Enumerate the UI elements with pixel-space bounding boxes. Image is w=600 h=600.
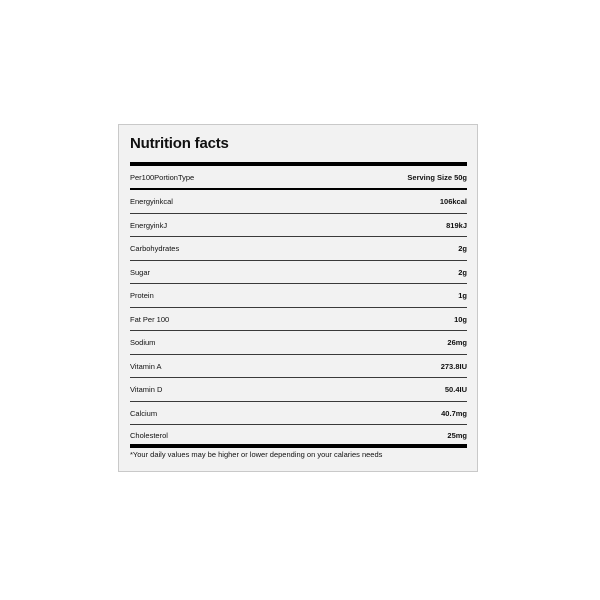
nutrient-label: Vitamin D	[130, 385, 163, 394]
nutrition-title: Nutrition facts	[130, 135, 229, 152]
nutrient-value: 2g	[458, 244, 467, 253]
nutrient-row-cholesterol	[130, 430, 467, 442]
nutrient-row-sodium	[130, 337, 467, 349]
nutrient-value: 26mg	[447, 338, 467, 347]
row-divider	[130, 283, 467, 284]
nutrient-value: 1g	[458, 291, 467, 300]
nutrient-label: Fat Per 100	[130, 315, 170, 324]
nutrient-value: 106kcal	[439, 197, 467, 206]
row-divider	[130, 377, 467, 378]
nutrient-row-carbohydrates	[130, 243, 467, 255]
nutrient-label: Energyinkcal	[130, 197, 173, 206]
nutrient-label: Sugar	[130, 268, 151, 277]
row-divider	[130, 354, 467, 355]
nutrient-value: 25mg	[447, 431, 467, 440]
nutrient-row-vitamin-d	[130, 384, 467, 396]
daily-values-footnote: *Your daily values may be higher or lower depending on your calaries needs	[130, 450, 383, 459]
nutrient-label: Vitamin A	[130, 362, 162, 371]
row-divider	[130, 401, 467, 402]
nutrient-value: 273.8IU	[440, 362, 467, 371]
nutrient-value: 50.4IU	[444, 385, 467, 394]
row-divider	[130, 260, 467, 261]
row-divider	[130, 236, 467, 237]
serving-size-row-label: Per100PortionType	[130, 173, 195, 182]
nutrient-row-calcium	[130, 408, 467, 420]
nutrient-value: 819kJ	[446, 221, 467, 230]
row-divider	[130, 330, 467, 331]
nutrition-facts-panel	[118, 124, 478, 472]
header-divider	[130, 188, 467, 190]
nutrient-label: Protein	[130, 291, 154, 300]
nutrient-row-energy-kcal	[130, 196, 467, 208]
nutrient-row-energy-kj	[130, 220, 467, 232]
serving-size-value: Serving Size 50g	[407, 173, 467, 182]
row-divider	[130, 424, 467, 425]
nutrient-label: Sodium	[130, 338, 156, 347]
nutrient-value: 10g	[454, 315, 467, 324]
nutrient-row-vitamin-a	[130, 361, 467, 373]
bottom-thick-divider	[130, 444, 467, 448]
nutrient-row-protein	[130, 290, 467, 302]
row-divider	[130, 307, 467, 308]
nutrient-value: 40.7mg	[441, 409, 467, 418]
nutrient-row-sugar	[130, 267, 467, 279]
nutrient-label: Calcium	[130, 409, 158, 418]
nutrient-row-fat	[130, 314, 467, 326]
nutrient-label: EnergyinkJ	[130, 221, 168, 230]
nutrient-value: 2g	[458, 268, 467, 277]
row-divider	[130, 213, 467, 214]
nutrient-label: Carbohydrates	[130, 244, 180, 253]
serving-size-row	[130, 172, 467, 184]
thick-divider	[130, 162, 467, 166]
nutrient-label: Cholesterol	[130, 431, 168, 440]
